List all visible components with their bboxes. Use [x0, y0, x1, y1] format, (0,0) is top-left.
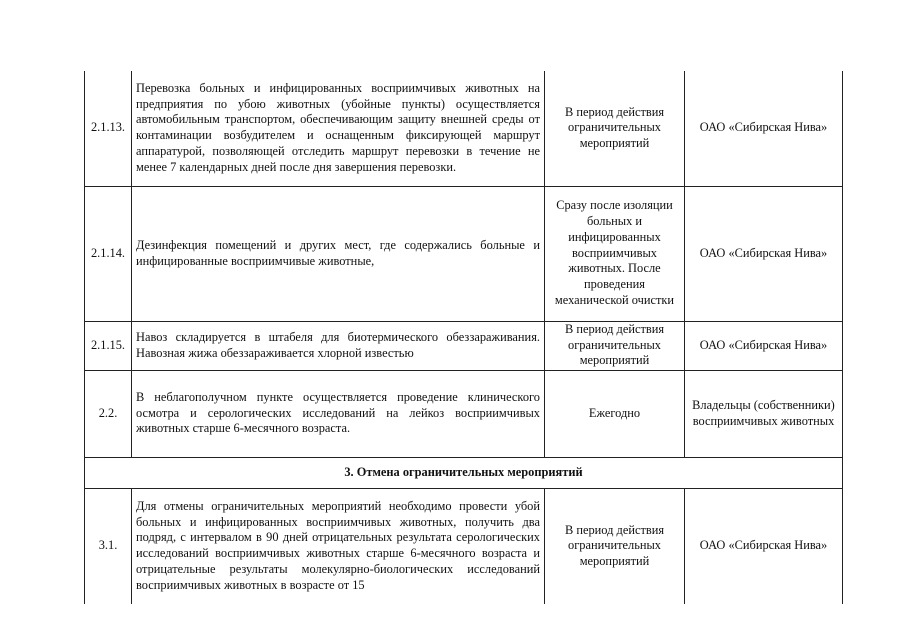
item-number: 2.2.: [85, 370, 132, 457]
measure-description: Перевозка больных и инфицированных восприимчивых животных на предприятия по убою животных (убойные пункты) осуществляется автомобильным транспортом, обеспечивающим защиту внешней среды от контаминации возбудителем и оснащенным фиксирующей маршрут аппаратурой, позволяющей отследить маршрут перевозки в течение не менее 7 календарных дней после дня завершения перевозки.: [132, 71, 545, 186]
item-number: 2.1.13.: [85, 71, 132, 186]
table-row: [85, 321, 843, 370]
table-row: [85, 488, 843, 604]
measure-period: В период действия ограничительных мероприятий: [545, 321, 685, 370]
measure-description: Для отмены ограничительных мероприятий необходимо провести убой больных и инфицированных восприимчивых животных, получить два подряд, с интервалом в 90 дней отрицательных результата серологических исследований восприимчивых животных старше 6-месячного возраста и отрицательные результаты молекулярно-биологических исследований восприимчивых животных в возрасте от 15: [132, 488, 545, 604]
table-row: [85, 370, 843, 457]
responsible-party: Владельцы (собственники) восприимчивых животных: [685, 370, 843, 457]
measure-period: В период действия ограничительных мероприятий: [545, 488, 685, 604]
table-row: [85, 71, 843, 186]
responsible-party: ОАО «Сибирская Нива»: [685, 321, 843, 370]
measure-description: Дезинфекция помещений и других мест, где содержались больные и инфицированные восприимчивые животные,: [132, 186, 545, 321]
responsible-party: ОАО «Сибирская Нива»: [685, 71, 843, 186]
responsible-party: ОАО «Сибирская Нива»: [685, 488, 843, 604]
measure-description: В неблагополучном пункте осуществляется проведение клинического осмотра и серологических исследований на лейкоз восприимчивых животных старше 6-месячного возраста.: [132, 370, 545, 457]
measure-period: В период действия ограничительных мероприятий: [545, 71, 685, 186]
measure-description: Навоз складируется в штабеля для биотермического обеззараживания. Навозная жижа обеззараживается хлорной известью: [132, 321, 545, 370]
measure-period: Ежегодно: [545, 370, 685, 457]
section-title: 3. Отмена ограничительных мероприятий: [85, 457, 843, 488]
measure-period: Сразу после изоляции больных и инфицированных восприимчивых животных. После проведения механической очистки: [545, 186, 685, 321]
item-number: 3.1.: [85, 488, 132, 604]
table-row: [85, 186, 843, 321]
item-number: 2.1.15.: [85, 321, 132, 370]
section-header-row: [85, 457, 843, 488]
responsible-party: ОАО «Сибирская Нива»: [685, 186, 843, 321]
item-number: 2.1.14.: [85, 186, 132, 321]
measures-table: [84, 71, 843, 604]
